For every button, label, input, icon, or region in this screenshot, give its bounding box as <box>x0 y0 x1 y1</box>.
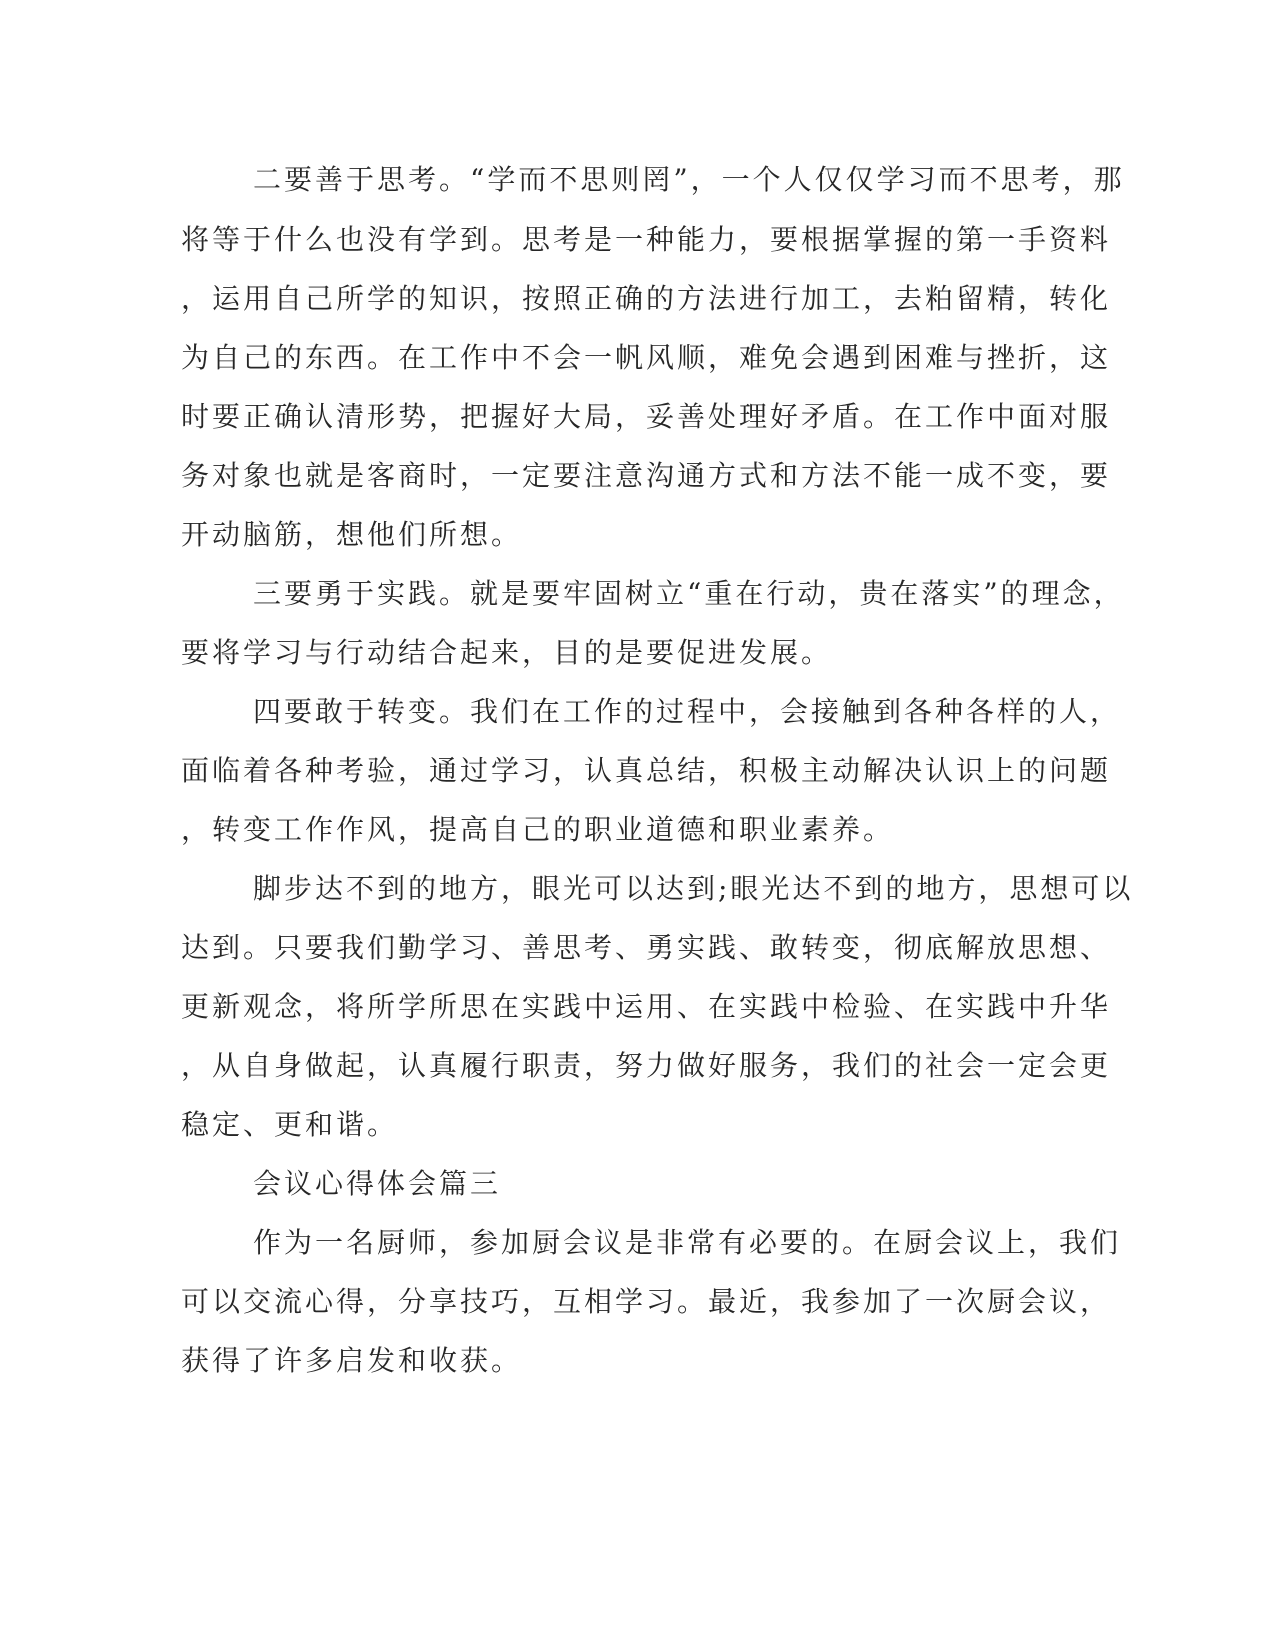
paragraph-2-line-4: 为自己的东西。在工作中不会一帆风顺，难免会遇到困难与挫折，这 <box>181 341 1112 374</box>
paragraph-2-line-3: ，运用自己所学的知识，按照正确的方法进行加工，去粕留精，转化 <box>181 282 1112 315</box>
paragraph-6-line-1: 作为一名厨师，参加厨会议是非常有必要的。在厨会议上，我们 <box>253 1226 1122 1259</box>
paragraph-4-line-1: 四要敢于转变。我们在工作的过程中，会接触到各种各样的人， <box>253 695 1122 728</box>
paragraph-6-line-3: 获得了许多启发和收获。 <box>181 1344 523 1377</box>
paragraph-3-line-1: 三要勇于实践。就是要牢固树立“重在行动，贵在落实”的理念， <box>253 577 1125 610</box>
paragraph-5-line-2: 达到。只要我们勤学习、善思考、勇实践、敢转变，彻底解放思想、 <box>181 931 1112 964</box>
paragraph-5-line-5: 稳定、更和谐。 <box>181 1108 399 1141</box>
paragraph-6-line-2: 可以交流心得，分享技巧，互相学习。最近，我参加了一次厨会议， <box>181 1285 1112 1318</box>
paragraph-5-line-4: ，从自身做起，认真履行职责，努力做好服务，我们的社会一定会更 <box>181 1049 1112 1082</box>
paragraph-3-line-2: 要将学习与行动结合起来，目的是要促进发展。 <box>181 636 833 669</box>
paragraph-2-line-7: 开动脑筋，想他们所想。 <box>181 518 523 551</box>
paragraph-2-line-5: 时要正确认清形势，把握好大局，妥善处理好矛盾。在工作中面对服 <box>181 400 1112 433</box>
paragraph-2-line-6: 务对象也就是客商时，一定要注意沟通方式和方法不能一成不变，要 <box>181 459 1112 492</box>
paragraph-2-line-2: 将等于什么也没有学到。思考是一种能力，要根据掌握的第一手资料 <box>181 223 1112 256</box>
paragraph-4-line-3: ，转变工作作风，提高自己的职业道德和职业素养。 <box>181 813 895 846</box>
paragraph-5-line-1: 脚步达不到的地方，眼光可以达到;眼光达不到的地方，思想可以 <box>253 872 1134 905</box>
section-heading: 会议心得体会篇三 <box>253 1167 502 1200</box>
paragraph-2-line-1: 二要善于思考。“学而不思则罔”，一个人仅仅学习而不思考，那 <box>253 163 1125 196</box>
paragraph-5-line-3: 更新观念，将所学所思在实践中运用、在实践中检验、在实践中升华 <box>181 990 1112 1023</box>
paragraph-4-line-2: 面临着各种考验，通过学习，认真总结，积极主动解决认识上的问题 <box>181 754 1112 787</box>
